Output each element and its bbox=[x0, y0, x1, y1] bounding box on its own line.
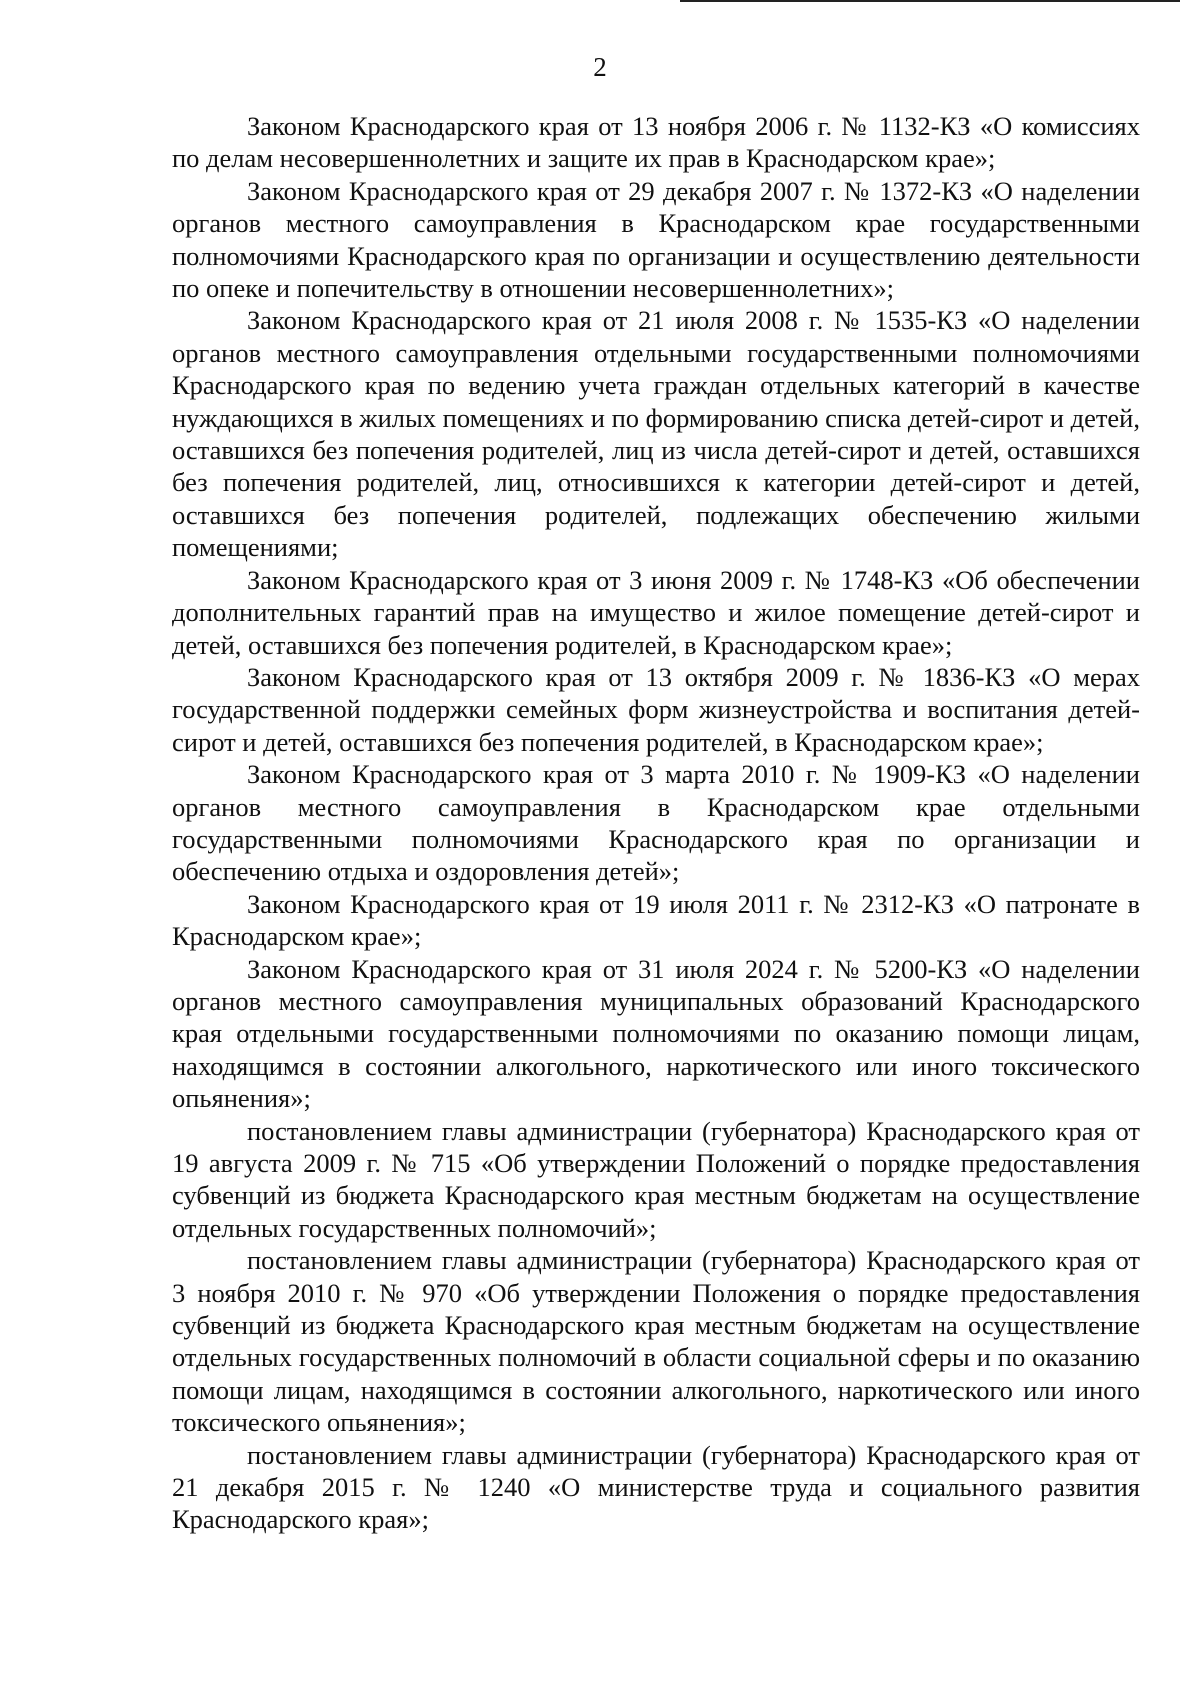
document-body bbox=[172, 110, 1140, 1536]
paragraph-decree-715: постановлением главы администрации (губернатора) Краснодарского края от 19 августа 2009 г. № 715 «Об утверждении Положений о порядке предоставления субвенций из бюджета Краснодарского края местным бюджетам на осуществление отдельных государственных полномочий»; bbox=[172, 1115, 1140, 1243]
top-rule bbox=[680, 0, 1180, 2]
paragraph-law-1909: Законом Краснодарского края от 3 марта 2010 г. № 1909-КЗ «О наделении органов местного самоуправления в Краснодарском крае отдельными государственными полномочиями Краснодарского края по организации и обеспечению отдыха и оздоровления детей»; bbox=[172, 759, 1140, 887]
paragraph-decree-1240: постановлением главы администрации (губернатора) Краснодарского края от 21 декабря 2015 г. № 1240 «О министерстве труда и социального развития Краснодарского края»; bbox=[172, 1439, 1140, 1535]
paragraph-decree-970: постановлением главы администрации (губернатора) Краснодарского края от 3 ноября 2010 г. № 970 «Об утверждении Положения о порядке предоставления субвенций из бюджета Краснодарского края местным бюджетам на осуществление отдельных государственных полномочий в области социальной сферы и по оказанию помощи лицам, находящимся в состоянии алкогольного, наркотического или иного токсического опьянения»; bbox=[172, 1245, 1140, 1438]
paragraph-law-5200: Законом Краснодарского края от 31 июля 2024 г. № 5200-КЗ «О наделении органов местного самоуправления муниципальных образований Краснодарского края отдельными государственными полномочиями по оказанию помощи лицам, находящимся в состоянии алкогольного, наркотического или иного токсического опьянения»; bbox=[172, 953, 1140, 1114]
paragraph-law-1535: Законом Краснодарского края от 21 июля 2008 г. № 1535-КЗ «О наделении органов местного самоуправления отдельными государственными полномочиями Краснодарского края по ведению учета граждан отдельных категорий в качестве нуждающихся в жилых помещениях и по формированию списка детей-сирот и детей, оставшихся без попечения родителей, лиц из числа детей-сирот и детей, оставшихся без попечения родителей, лиц, относившихся к категории детей-сирот и детей, оставшихся без попечения родителей, подлежащих обеспечению жилыми помещениями; bbox=[172, 305, 1140, 563]
paragraph-law-1748: Законом Краснодарского края от 3 июня 2009 г. № 1748-КЗ «Об обеспечении дополнительных гарантий прав на имущество и жилое помещение детей-сирот и детей, оставшихся без попечения родителей, в Краснодарском крае»; bbox=[172, 564, 1140, 660]
paragraph-law-1372: Законом Краснодарского края от 29 декабря 2007 г. № 1372-КЗ «О наделении органов местного самоуправления в Краснодарском крае государственными полномочиями Краснодарского края по организации и осуществлению деятельности по опеке и попечительству в отношении несовершеннолетних»; bbox=[172, 175, 1140, 304]
paragraph-law-1132: Законом Краснодарского края от 13 ноября 2006 г. № 1132-КЗ «О комиссиях по делам несовершеннолетних и защите их прав в Краснодарском крае»; bbox=[172, 111, 1140, 174]
paragraph-law-2312: Законом Краснодарского края от 19 июля 2011 г. № 2312-КЗ «О патронате в Краснодарском крае»; bbox=[172, 888, 1140, 952]
paragraph-law-1836: Законом Краснодарского края от 13 октября 2009 г. № 1836-КЗ «О мерах государственной поддержки семейных форм жизнеустройства и воспитания детей-сирот и детей, оставшихся без попечения родителей, в Краснодарском крае»; bbox=[172, 661, 1140, 757]
page-number: 2 bbox=[593, 52, 607, 82]
